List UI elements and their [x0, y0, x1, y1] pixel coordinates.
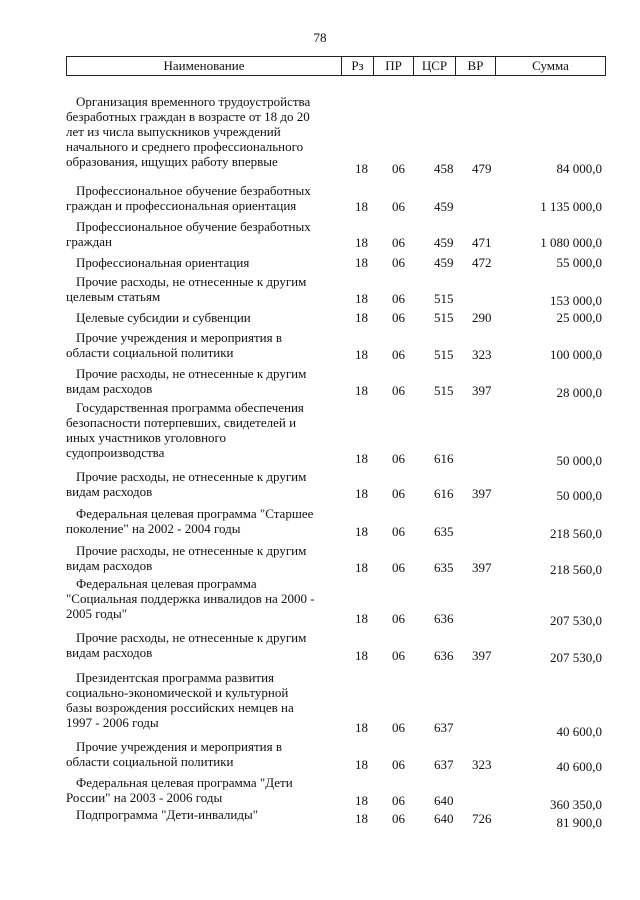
row-csr: 515 [434, 310, 454, 325]
row-pr: 06 [392, 811, 405, 826]
row-name: Подпрограмма "Дети-инвалиды" [76, 807, 259, 822]
row-pr: 06 [392, 347, 405, 362]
row-csr: 459 [434, 255, 454, 270]
row-sum: 207 530,0 [550, 650, 602, 665]
row-name: Профессиональное обучение безработных граждан [66, 219, 311, 249]
row-name: Прочие расходы, не отнесенные к другим видам расходов [66, 366, 307, 396]
row-pr: 06 [392, 161, 405, 176]
row-sum: 28 000,0 [556, 385, 602, 400]
row-sum: 100 000,0 [550, 347, 602, 362]
row-rz: 18 [355, 310, 368, 325]
row-csr: 515 [434, 347, 454, 362]
row-name: Федеральная целевая программа "Социальная поддержка инвалидов на 2000 - 2005 годы" [66, 576, 315, 621]
row-vr: 479 [472, 161, 492, 176]
row-pr: 06 [392, 524, 405, 539]
row-name: Прочие расходы, не отнесенные к другим видам расходов [66, 630, 307, 660]
row-csr: 515 [434, 383, 454, 398]
row-csr: 637 [434, 720, 454, 735]
header-sum: Сумма [532, 58, 569, 73]
row-sum: 25 000,0 [556, 310, 602, 325]
row-csr: 637 [434, 757, 454, 772]
row-vr: 726 [472, 811, 492, 826]
row-vr: 397 [472, 486, 492, 501]
row-pr: 06 [392, 720, 405, 735]
row-csr: 640 [434, 793, 454, 808]
row-pr: 06 [392, 611, 405, 626]
row-name: Прочие расходы, не отнесенные к другим видам расходов [66, 469, 307, 499]
row-pr: 06 [392, 383, 405, 398]
row-sum: 50 000,0 [556, 453, 602, 468]
row-name: Организация временного трудоустройства безработных граждан в возрасте от 18 до 20 лет из числа выпускников учреждений начального и среднего профессионального образования, ищущих работу впервые [66, 94, 311, 169]
row-name: Государственная программа обеспечения безопасности потерпевших, свидетелей и иных участников уголовного судопроизводства [66, 400, 304, 460]
row-sum: 1 080 000,0 [540, 235, 602, 250]
row-sum: 50 000,0 [556, 488, 602, 503]
row-csr: 640 [434, 811, 454, 826]
row-name: Президентская программа развития социально-экономической и культурной базы возрождения российских немцев на 1997 - 2006 годы [66, 670, 294, 730]
row-sum: 84 000,0 [556, 161, 602, 176]
row-pr: 06 [392, 560, 405, 575]
row-rz: 18 [355, 793, 368, 808]
row-csr: 616 [434, 451, 454, 466]
row-rz: 18 [355, 255, 368, 270]
row-rz: 18 [355, 451, 368, 466]
row-csr: 459 [434, 199, 454, 214]
row-pr: 06 [392, 235, 405, 250]
row-pr: 06 [392, 793, 405, 808]
header-rz: Рз [342, 57, 374, 75]
row-rz: 18 [355, 161, 368, 176]
row-csr: 635 [434, 560, 454, 575]
row-rz: 18 [355, 648, 368, 663]
header-csr: ЦСР [414, 57, 456, 75]
row-sum: 218 560,0 [550, 562, 602, 577]
row-sum: 1 135 000,0 [540, 199, 602, 214]
row-sum: 207 530,0 [550, 613, 602, 628]
row-csr: 459 [434, 235, 454, 250]
row-name: Федеральная целевая программа "Старшее поколение" на 2002 - 2004 годы [66, 506, 314, 536]
row-csr: 636 [434, 611, 454, 626]
row-name: Профессиональная ориентация [76, 255, 250, 270]
row-pr: 06 [392, 757, 405, 772]
row-sum: 218 560,0 [550, 526, 602, 541]
row-csr: 616 [434, 486, 454, 501]
row-csr: 515 [434, 291, 454, 306]
table-header [66, 56, 606, 76]
row-pr: 06 [392, 199, 405, 214]
row-name: Прочие расходы, не отнесенные к другим целевым статьям [66, 274, 307, 304]
row-sum: 55 000,0 [556, 255, 602, 270]
row-pr: 06 [392, 486, 405, 501]
row-sum: 40 600,0 [556, 724, 602, 739]
row-pr: 06 [392, 255, 405, 270]
row-csr: 635 [434, 524, 454, 539]
page-number: 78 [313, 30, 327, 45]
row-rz: 18 [355, 486, 368, 501]
row-rz: 18 [355, 560, 368, 575]
row-pr: 06 [392, 451, 405, 466]
row-sum: 153 000,0 [550, 293, 602, 308]
row-rz: 18 [355, 199, 368, 214]
row-csr: 636 [434, 648, 454, 663]
row-pr: 06 [392, 648, 405, 663]
row-vr: 323 [472, 347, 492, 362]
row-vr: 397 [472, 383, 492, 398]
row-rz: 18 [355, 611, 368, 626]
row-sum: 81 900,0 [556, 815, 602, 830]
row-vr: 472 [472, 255, 492, 270]
row-rz: 18 [355, 811, 368, 826]
row-name: Прочие расходы, не отнесенные к другим видам расходов [66, 543, 307, 573]
row-csr: 458 [434, 161, 454, 176]
row-vr: 397 [472, 648, 492, 663]
row-vr: 290 [472, 310, 492, 325]
row-name: Профессиональное обучение безработных граждан и профессиональная ориентация [66, 183, 311, 213]
row-rz: 18 [355, 291, 368, 306]
row-pr: 06 [392, 310, 405, 325]
row-rz: 18 [355, 383, 368, 398]
row-sum: 360 350,0 [550, 797, 602, 812]
row-name: Федеральная целевая программа "Дети России" на 2003 - 2006 годы [66, 775, 293, 805]
header-name: Наименование [67, 57, 342, 75]
row-sum: 40 600,0 [556, 759, 602, 774]
row-rz: 18 [355, 720, 368, 735]
row-vr: 397 [472, 560, 492, 575]
row-name: Прочие учреждения и мероприятия в области социальной политики [66, 330, 282, 360]
row-name: Целевые субсидии и субвенции [76, 310, 251, 325]
row-vr: 323 [472, 757, 492, 772]
row-rz: 18 [355, 757, 368, 772]
row-vr: 471 [472, 235, 492, 250]
row-pr: 06 [392, 291, 405, 306]
row-rz: 18 [355, 524, 368, 539]
row-rz: 18 [355, 347, 368, 362]
row-name: Прочие учреждения и мероприятия в области социальной политики [66, 739, 282, 769]
row-rz: 18 [355, 235, 368, 250]
header-vr: ВР [456, 57, 496, 75]
header-pr: ПР [374, 57, 414, 75]
